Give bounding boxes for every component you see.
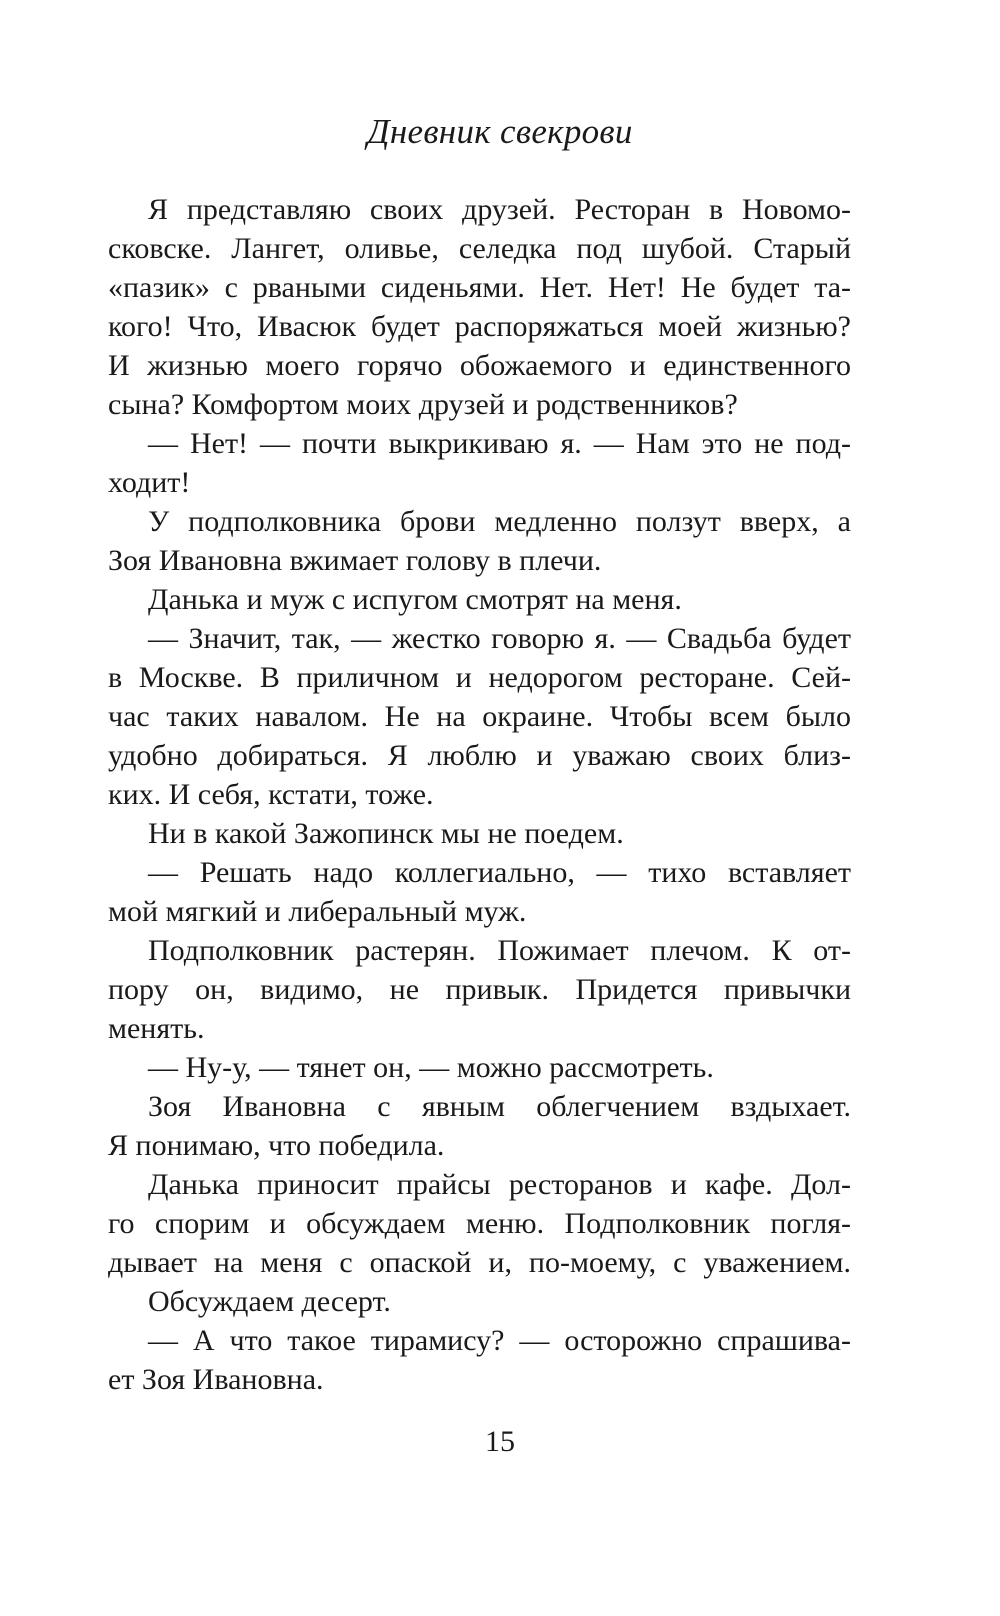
text-line: Ни в какой Зажопинск мы не поедем. bbox=[148, 817, 624, 850]
text-line: — А что такое тирамису? — осторожно спрашива- bbox=[148, 1324, 851, 1357]
text-line: менять. bbox=[108, 1012, 205, 1045]
text-line: «пазик» с рваными сиденьями. Нет. Нет! Не будет та- bbox=[108, 271, 851, 304]
text-line: час таких навалом. Не на окраине. Чтобы всем было bbox=[108, 700, 851, 733]
text-line: мой мягкий и либеральный муж. bbox=[108, 895, 527, 928]
text-line: ких. И себя, кстати, тоже. bbox=[108, 778, 434, 811]
text-line: — Значит, так, — жестко говорю я. — Свадьба будет bbox=[148, 622, 851, 655]
text-line: удобно добираться. Я люблю и уважаю своих близ- bbox=[108, 739, 851, 772]
text-line: — Решать надо коллегиально, — тихо вставляет bbox=[148, 856, 851, 889]
text-line: Данька и муж с испугом смотрят на меня. bbox=[148, 583, 682, 616]
text-line: Я понимаю, что победила. bbox=[108, 1129, 445, 1162]
text-line: ходит! bbox=[108, 466, 191, 499]
text-line: И жизнью моего горячо обожаемого и единственного bbox=[108, 349, 851, 382]
text-line: Я представляю своих друзей. Ресторан в Новомо- bbox=[148, 193, 851, 226]
text-line: сковске. Лангет, оливье, селедка под шубой. Старый bbox=[108, 232, 851, 265]
text-line: кого! Что, Ивасюк будет распоряжаться моей жизнью? bbox=[108, 310, 851, 343]
text-line: Зоя Ивановна с явным облегчением вздыхает. bbox=[148, 1090, 851, 1123]
text-line: в Москве. В приличном и недорогом ресторане. Сей- bbox=[108, 661, 851, 694]
text-line: Обсуждаем десерт. bbox=[148, 1285, 391, 1318]
text-line: Данька приносит прайсы ресторанов и кафе. Дол- bbox=[148, 1168, 851, 1201]
text-line: Подполковник растерян. Пожимает плечом. К от- bbox=[148, 934, 851, 967]
text-line: дывает на меня с опаской и, по-моему, с уважением. bbox=[108, 1246, 851, 1279]
running-head: Дневник свекрови bbox=[367, 112, 633, 151]
text-line: пору он, видимо, не привык. Придется привычки bbox=[108, 973, 851, 1006]
text-line: Зоя Ивановна вжимает голову в плечи. bbox=[108, 544, 602, 577]
text-line: — Ну-у, — тянет он, — можно рассмотреть. bbox=[148, 1051, 714, 1084]
body-text bbox=[108, 190, 851, 1399]
page-number: 15 bbox=[485, 1425, 515, 1458]
text-line: ет Зоя Ивановна. bbox=[108, 1363, 324, 1396]
text-line: У подполковника брови медленно ползут вверх, а bbox=[148, 505, 851, 538]
text-line: сына? Комфортом моих друзей и родственников? bbox=[108, 388, 738, 421]
text-line: го спорим и обсуждаем меню. Подполковник погля- bbox=[108, 1207, 851, 1240]
text-line: — Нет! — почти выкрикиваю я. — Нам это не под- bbox=[148, 427, 851, 460]
